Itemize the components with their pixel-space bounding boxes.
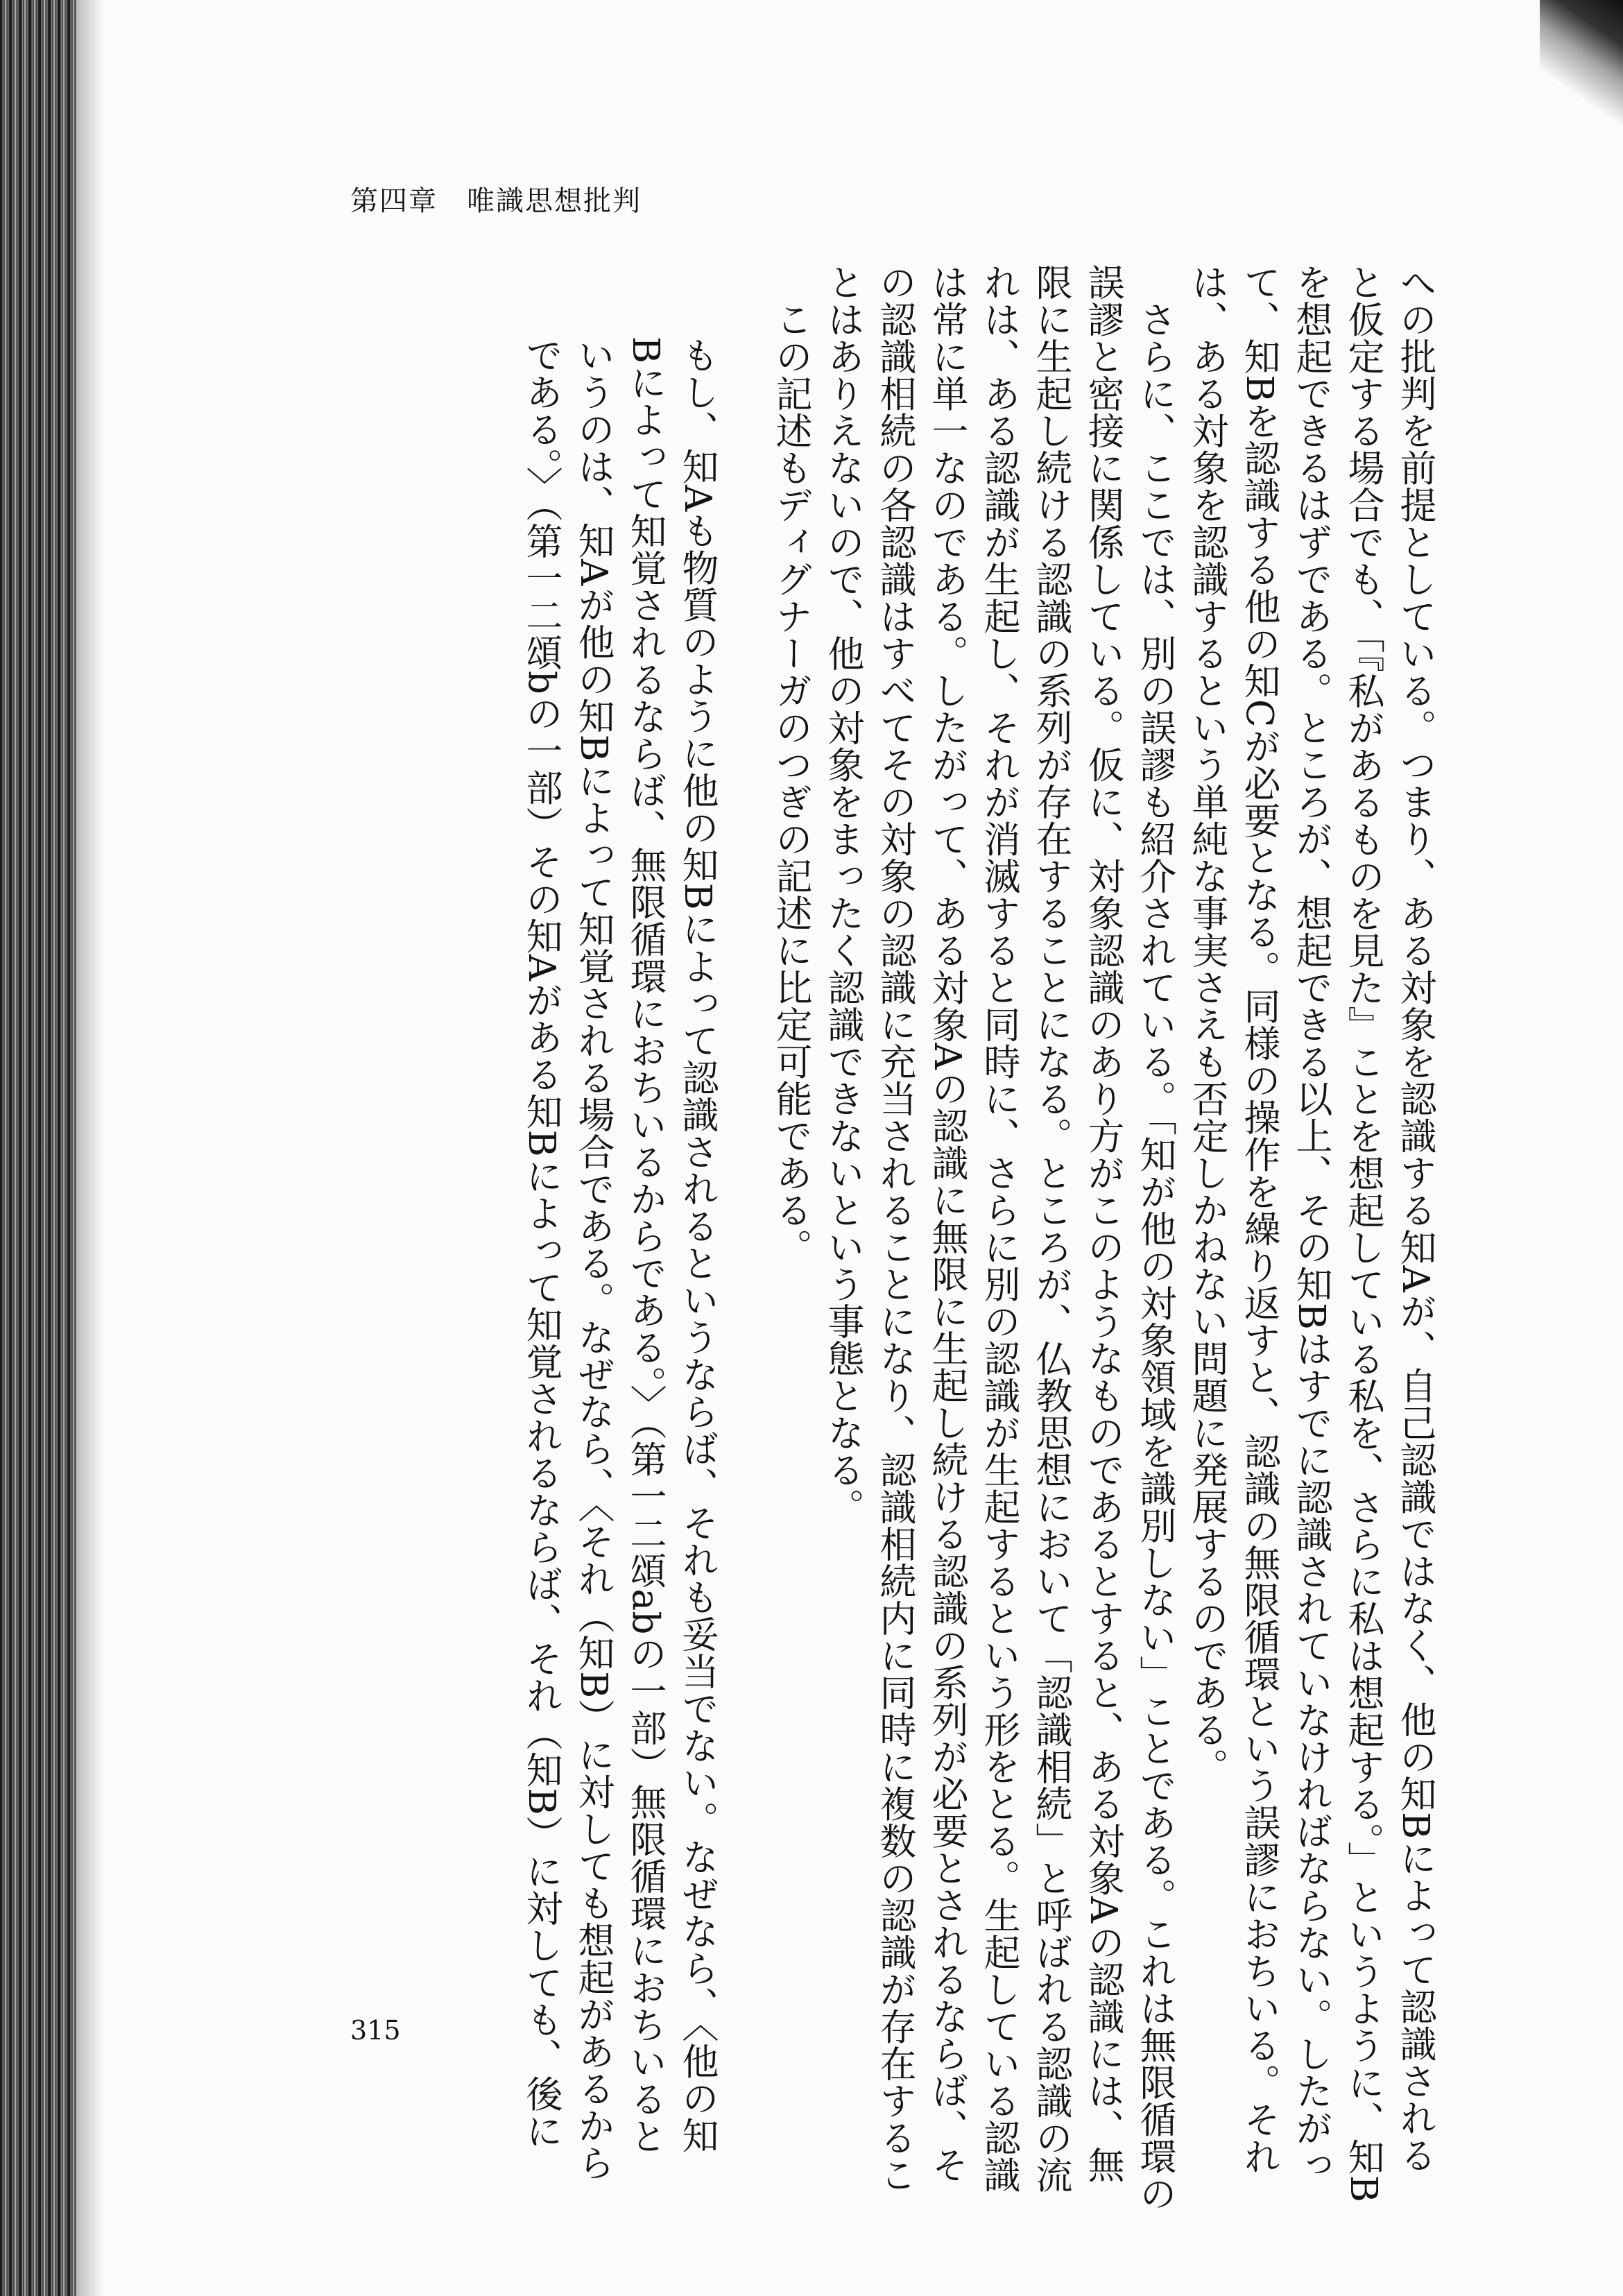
scan-gutter-shadow bbox=[0, 0, 76, 2296]
text-column: は、ある対象を認識するという単純な事実さえも否定しかねない問題に発展するのである。 bbox=[1186, 264, 1228, 1785]
running-head: 第四章 唯識思想批判 bbox=[350, 185, 642, 217]
quote-column: Bによって知覚されるならば、無限循環におちいるからである。〉（第一二頌abの一部）無限循環におちいると bbox=[624, 336, 667, 2154]
quote-column: である。〉（第一二頌bの一部）その知Aがある知Bによって知覚されるならば、それ（知B）に対しても、後に bbox=[520, 336, 563, 2150]
paragraph-gap bbox=[723, 264, 765, 1963]
text-column: の認識相続の各認識はすべてその対象の認識に充当されることになり、認識相続内に同時に複数の認識が存在するこ bbox=[874, 264, 916, 2193]
text-column: への批判を前提としている。つまり、ある対象を認識する知Aが、自己認識ではなく、他の知Bによって認識される bbox=[1394, 264, 1436, 2174]
scan-corner-shadow bbox=[1540, 0, 1623, 125]
text-column: 誤謬と密接に関係している。仮に、対象認識のあり方がこのようなものであるとすると、ある対象Aの認識には、無 bbox=[1082, 264, 1124, 2184]
text-column: 限に生起し続ける認識の系列が存在することになる。ところが、仏教思想において「認識相続」と呼ばれる認識の流 bbox=[1030, 264, 1072, 2193]
text-column: を想起できるはずである。ところが、想起できる以上、その知Bはすでに認識されていなければならない。したがっ bbox=[1290, 264, 1332, 2184]
text-column: れは、ある認識が生起し、それが消滅すると同時に、さらに別の認識が生起するという形をとる。生起している認識 bbox=[978, 264, 1020, 2193]
text-column: は常に単一なのである。したがって、ある対象Aの認識に無限に生起し続ける認識の系列が必要とされるならば、そ bbox=[926, 264, 968, 2184]
text-column: て、知Bを認識する他の知Cが必要となる。同様の操作を繰り返すと、認識の無限循環という誤謬におちいる。それ bbox=[1238, 264, 1280, 2175]
text-column: さらに、ここでは、別の誤謬も紹介されている。「知が他の対象領域を識別しない」ことである。これは無限循環の bbox=[1134, 264, 1176, 2212]
text-column: とはありえないので、他の対象をまったく認識できないという事態となる。 bbox=[822, 264, 864, 1525]
quote-column: いうのは、知Aが他の知Bによって知覚される場合である。なぜなら、〈それ（知B）に対しても想起があるから bbox=[572, 336, 615, 2182]
text-column: と仮定する場合でも、「『私があるものを見た』ことを想起している私を、さらに私は想起する。」というように、知B bbox=[1342, 264, 1384, 2203]
text-column: この記述もディグナーガのつぎの記述に比定可能である。 bbox=[770, 264, 812, 1266]
quote-column: もし、知Aも物質のように他の知Bによって認識されるというならば、それも妥当でない。なぜなら、〈他の知 bbox=[676, 336, 719, 2154]
page-number: 315 bbox=[350, 2015, 401, 2046]
